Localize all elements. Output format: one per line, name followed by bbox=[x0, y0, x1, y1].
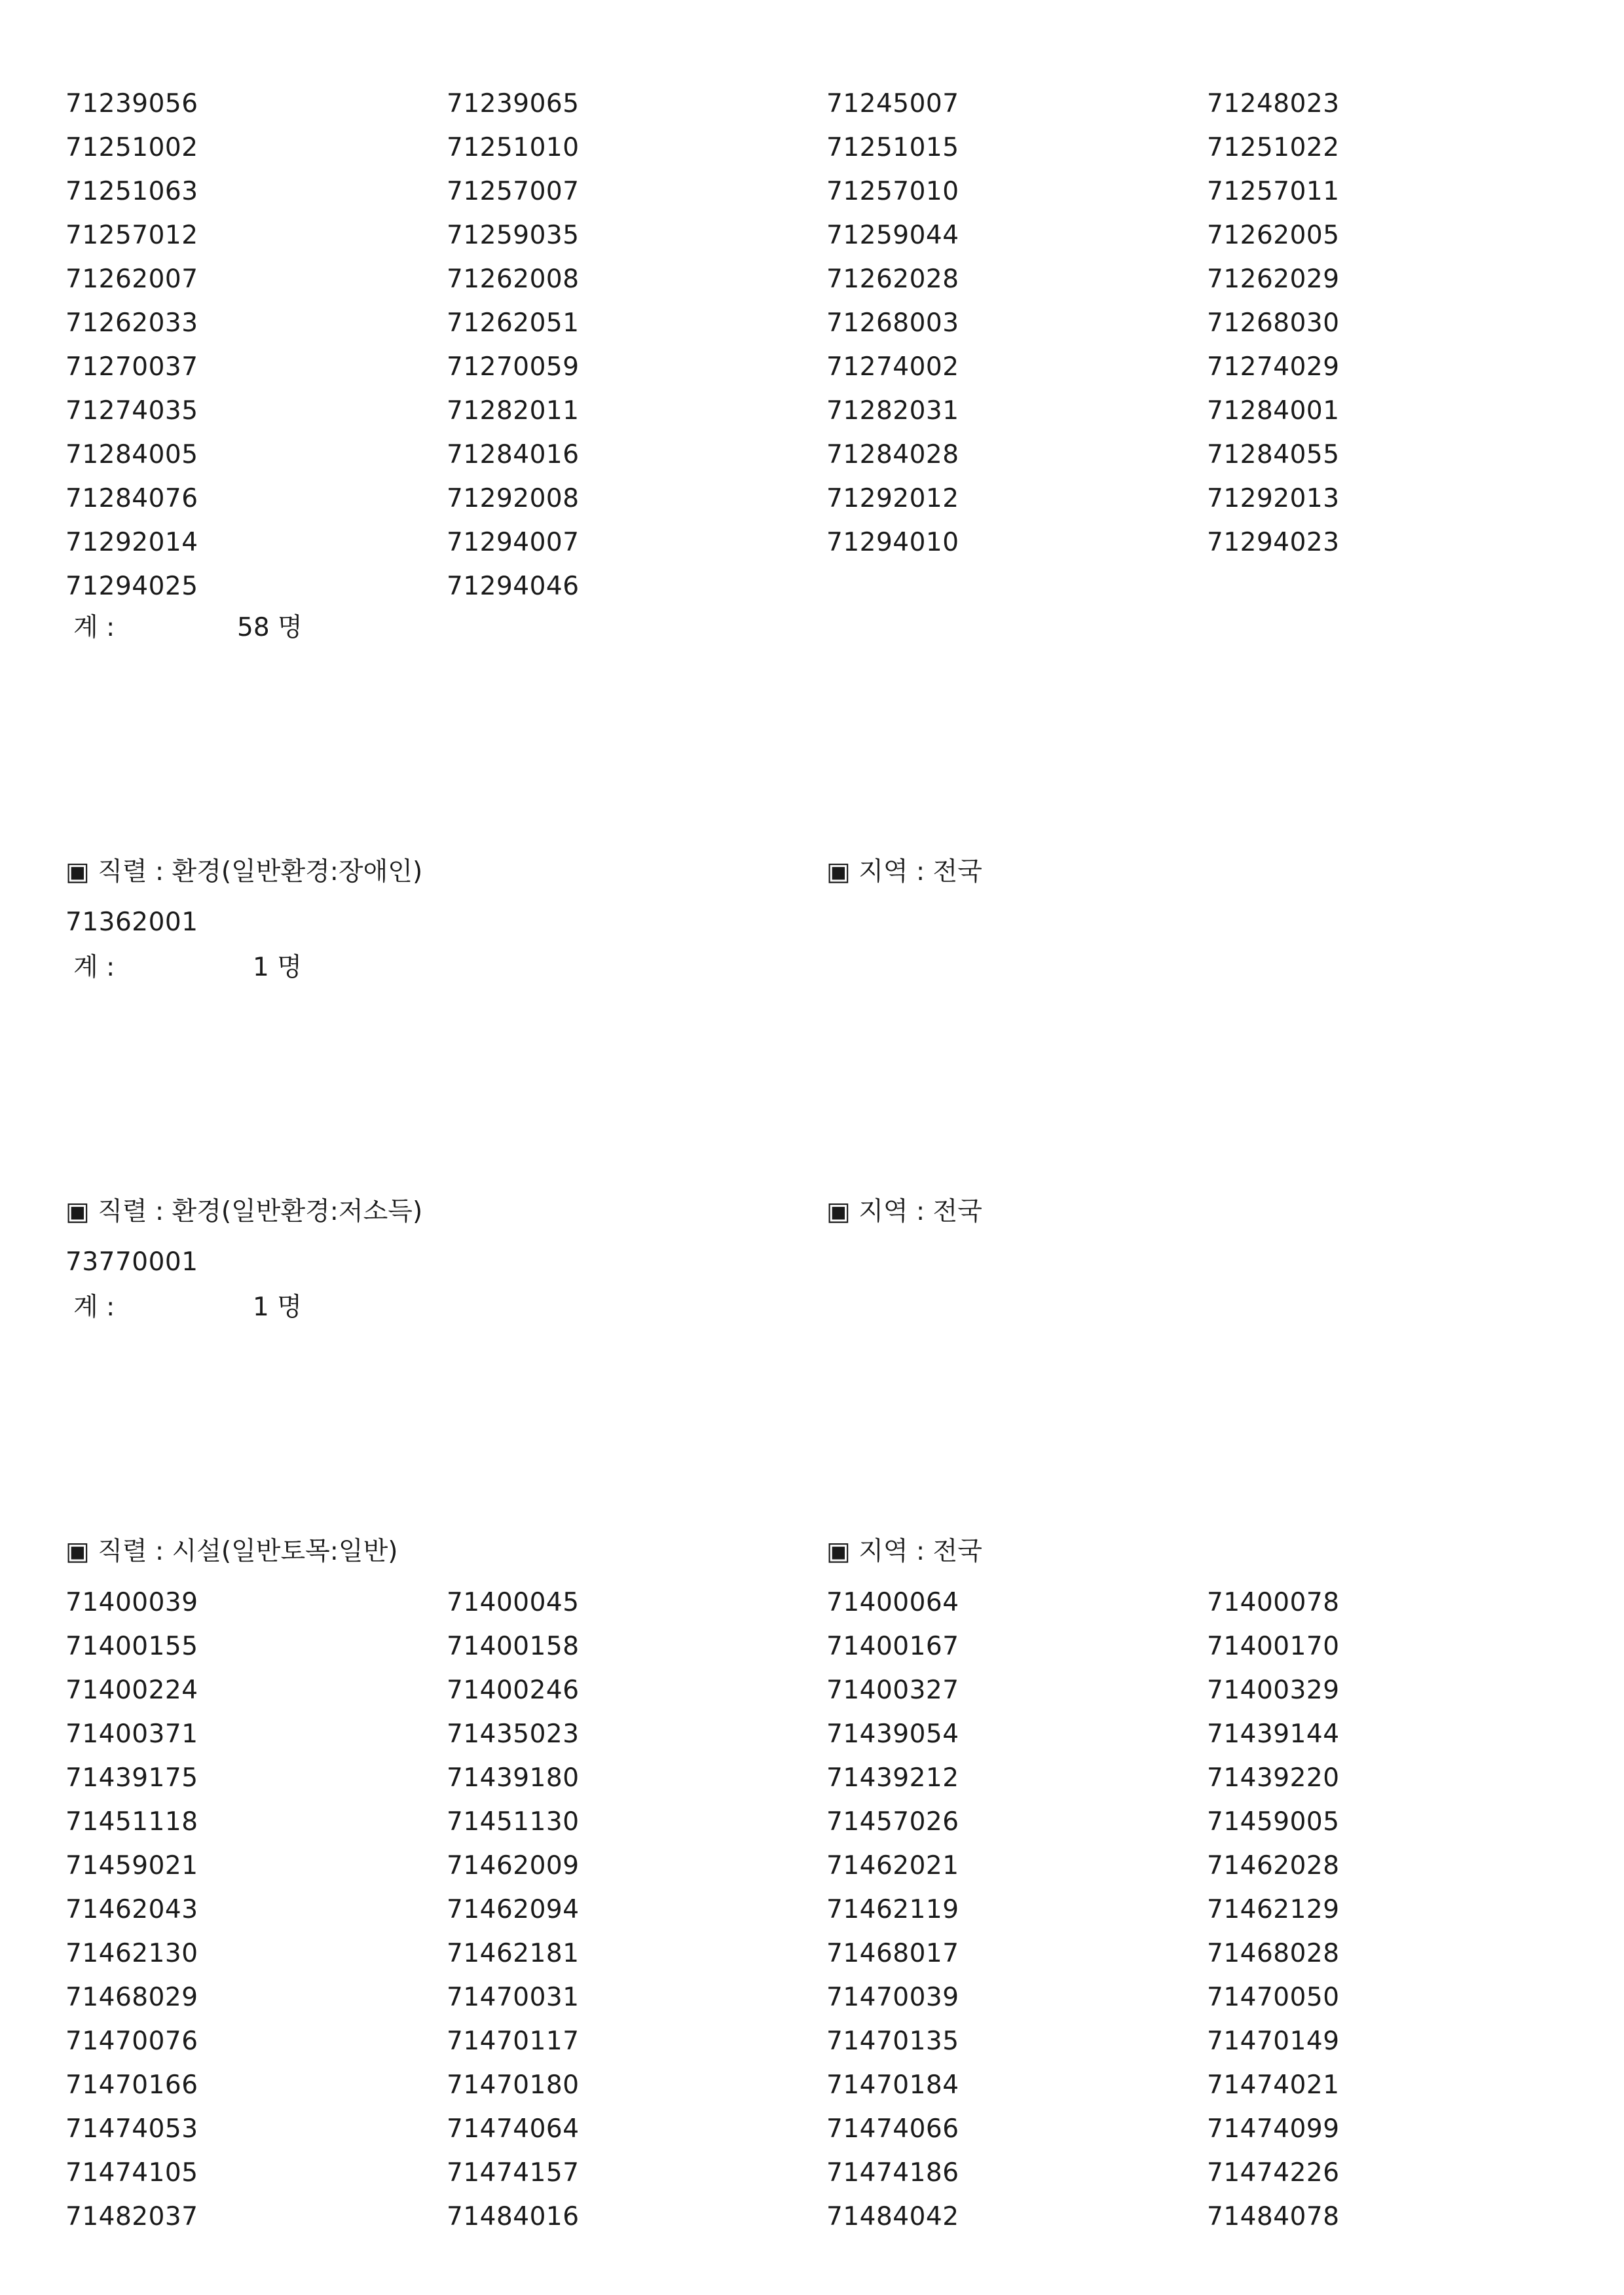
applicant-number: 71292014 bbox=[65, 528, 198, 557]
applicant-number: 71262008 bbox=[447, 265, 580, 294]
applicant-number: 71470039 bbox=[826, 1983, 959, 2012]
applicant-number: 71284001 bbox=[1207, 396, 1340, 426]
applicant-number: 71470117 bbox=[447, 2027, 580, 2056]
applicant-number: 71484042 bbox=[826, 2202, 959, 2231]
applicant-number: 71474064 bbox=[447, 2114, 580, 2144]
applicant-number: 71262051 bbox=[447, 308, 580, 338]
applicant-number: 71270059 bbox=[447, 352, 580, 382]
applicant-number: 71457026 bbox=[826, 1807, 959, 1837]
applicant-number: 71474066 bbox=[826, 2114, 959, 2144]
applicant-number: 71439144 bbox=[1207, 1719, 1340, 1749]
applicant-number: 71439212 bbox=[826, 1763, 959, 1793]
total-count: 1 명 bbox=[253, 953, 302, 982]
applicant-number: 71462028 bbox=[1207, 1851, 1340, 1881]
applicant-number: 71245007 bbox=[826, 89, 959, 119]
applicant-number: 71439220 bbox=[1207, 1763, 1340, 1793]
applicant-number: 71484016 bbox=[447, 2202, 580, 2231]
applicant-number: 71474226 bbox=[1207, 2158, 1340, 2188]
applicant-number: 71462094 bbox=[447, 1895, 580, 1924]
applicant-number: 71474105 bbox=[65, 2158, 198, 2188]
applicant-number: 71257012 bbox=[65, 221, 198, 250]
applicant-number: 71284076 bbox=[65, 484, 198, 513]
applicant-number: 71284016 bbox=[447, 440, 580, 469]
applicant-number: 71474186 bbox=[826, 2158, 959, 2188]
applicant-number: 71262029 bbox=[1207, 265, 1340, 294]
applicant-number: 71274002 bbox=[826, 352, 959, 382]
applicant-number: 71257007 bbox=[447, 177, 580, 206]
applicant-number: 71262007 bbox=[65, 265, 198, 294]
applicant-number: 71470180 bbox=[447, 2070, 580, 2100]
section-region-header: ▣ 지역 : 전국 bbox=[826, 1537, 982, 1566]
applicant-number: 71459021 bbox=[65, 1851, 198, 1881]
applicant-number: 71400224 bbox=[65, 1676, 198, 1705]
applicant-number: 71400039 bbox=[65, 1588, 198, 1617]
applicant-number: 71484078 bbox=[1207, 2202, 1340, 2231]
applicant-number: 71482037 bbox=[65, 2202, 198, 2231]
section-job-header: ▣ 직렬 : 환경(일반환경:장애인) bbox=[65, 857, 423, 887]
applicant-number: 71262005 bbox=[1207, 221, 1340, 250]
applicant-number: 71462129 bbox=[1207, 1895, 1340, 1924]
applicant-number: 71400064 bbox=[826, 1588, 959, 1617]
applicant-number: 71251010 bbox=[447, 133, 580, 162]
total-label: 계 : bbox=[73, 613, 115, 642]
applicant-number: 71292012 bbox=[826, 484, 959, 513]
applicant-number: 71400371 bbox=[65, 1719, 198, 1749]
applicant-number: 71470149 bbox=[1207, 2027, 1340, 2056]
applicant-number: 71239056 bbox=[65, 89, 198, 119]
applicant-number: 71251063 bbox=[65, 177, 198, 206]
applicant-number: 71439180 bbox=[447, 1763, 580, 1793]
applicant-number: 71470184 bbox=[826, 2070, 959, 2100]
applicant-number: 71462043 bbox=[65, 1895, 198, 1924]
total-label: 계 : bbox=[73, 1293, 115, 1322]
applicant-number: 71268003 bbox=[826, 308, 959, 338]
applicant-number: 71262033 bbox=[65, 308, 198, 338]
applicant-number: 71294025 bbox=[65, 572, 198, 601]
applicant-number: 71462009 bbox=[447, 1851, 580, 1881]
applicant-number: 71262028 bbox=[826, 265, 959, 294]
applicant-number: 71400155 bbox=[65, 1632, 198, 1661]
applicant-number: 71257011 bbox=[1207, 177, 1340, 206]
applicant-number: 71274035 bbox=[65, 396, 198, 426]
total-label: 계 : bbox=[73, 953, 115, 982]
applicant-number: 71468028 bbox=[1207, 1939, 1340, 1968]
applicant-number: 71474053 bbox=[65, 2114, 198, 2144]
total-count: 1 명 bbox=[253, 1293, 302, 1322]
applicant-number: 71251022 bbox=[1207, 133, 1340, 162]
total-count: 58 명 bbox=[237, 613, 303, 642]
applicant-number: 71400246 bbox=[447, 1676, 580, 1705]
applicant-number: 71400327 bbox=[826, 1676, 959, 1705]
applicant-number: 71259035 bbox=[447, 221, 580, 250]
applicant-number: 71294023 bbox=[1207, 528, 1340, 557]
applicant-number: 71462181 bbox=[447, 1939, 580, 1968]
applicant-number: 71362001 bbox=[65, 908, 198, 937]
applicant-number: 71400167 bbox=[826, 1632, 959, 1661]
applicant-number: 71294046 bbox=[447, 572, 580, 601]
applicant-number: 71294010 bbox=[826, 528, 959, 557]
applicant-number: 71270037 bbox=[65, 352, 198, 382]
applicant-number: 71400078 bbox=[1207, 1588, 1340, 1617]
applicant-number: 71400329 bbox=[1207, 1676, 1340, 1705]
applicant-number: 71459005 bbox=[1207, 1807, 1340, 1837]
applicant-number: 71284055 bbox=[1207, 440, 1340, 469]
applicant-number: 71284028 bbox=[826, 440, 959, 469]
applicant-number: 71462119 bbox=[826, 1895, 959, 1924]
section-job-header: ▣ 직렬 : 환경(일반환경:저소득) bbox=[65, 1197, 423, 1226]
applicant-number: 71251015 bbox=[826, 133, 959, 162]
applicant-number: 71470135 bbox=[826, 2027, 959, 2056]
applicant-number: 71282031 bbox=[826, 396, 959, 426]
applicant-number: 71451118 bbox=[65, 1807, 198, 1837]
applicant-number: 71468029 bbox=[65, 1983, 198, 2012]
applicant-number: 71470050 bbox=[1207, 1983, 1340, 2012]
applicant-number: 71462130 bbox=[65, 1939, 198, 1968]
applicant-number: 71439175 bbox=[65, 1763, 198, 1793]
applicant-number: 71400045 bbox=[447, 1588, 580, 1617]
applicant-number: 71292013 bbox=[1207, 484, 1340, 513]
applicant-number: 71470031 bbox=[447, 1983, 580, 2012]
applicant-number: 71400158 bbox=[447, 1632, 580, 1661]
applicant-number: 71294007 bbox=[447, 528, 580, 557]
applicant-number: 71268030 bbox=[1207, 308, 1340, 338]
applicant-number: 71435023 bbox=[447, 1719, 580, 1749]
applicant-number: 71239065 bbox=[447, 89, 580, 119]
section-job-header: ▣ 직렬 : 시설(일반토목:일반) bbox=[65, 1537, 398, 1566]
applicant-number: 71439054 bbox=[826, 1719, 959, 1749]
applicant-number: 73770001 bbox=[65, 1247, 198, 1277]
applicant-number: 71284005 bbox=[65, 440, 198, 469]
section-region-header: ▣ 지역 : 전국 bbox=[826, 857, 982, 887]
applicant-number: 71468017 bbox=[826, 1939, 959, 1968]
section-region-header: ▣ 지역 : 전국 bbox=[826, 1197, 982, 1226]
applicant-number: 71474021 bbox=[1207, 2070, 1340, 2100]
applicant-number: 71251002 bbox=[65, 133, 198, 162]
applicant-number: 71257010 bbox=[826, 177, 959, 206]
applicant-number: 71248023 bbox=[1207, 89, 1340, 119]
applicant-number: 71462021 bbox=[826, 1851, 959, 1881]
applicant-number: 71400170 bbox=[1207, 1632, 1340, 1661]
applicant-number: 71259044 bbox=[826, 221, 959, 250]
applicant-number: 71282011 bbox=[447, 396, 580, 426]
applicant-number: 71474157 bbox=[447, 2158, 580, 2188]
applicant-number: 71470166 bbox=[65, 2070, 198, 2100]
applicant-number: 71451130 bbox=[447, 1807, 580, 1837]
applicant-number: 71274029 bbox=[1207, 352, 1340, 382]
applicant-number: 71292008 bbox=[447, 484, 580, 513]
applicant-number: 71474099 bbox=[1207, 2114, 1340, 2144]
applicant-number: 71470076 bbox=[65, 2027, 198, 2056]
